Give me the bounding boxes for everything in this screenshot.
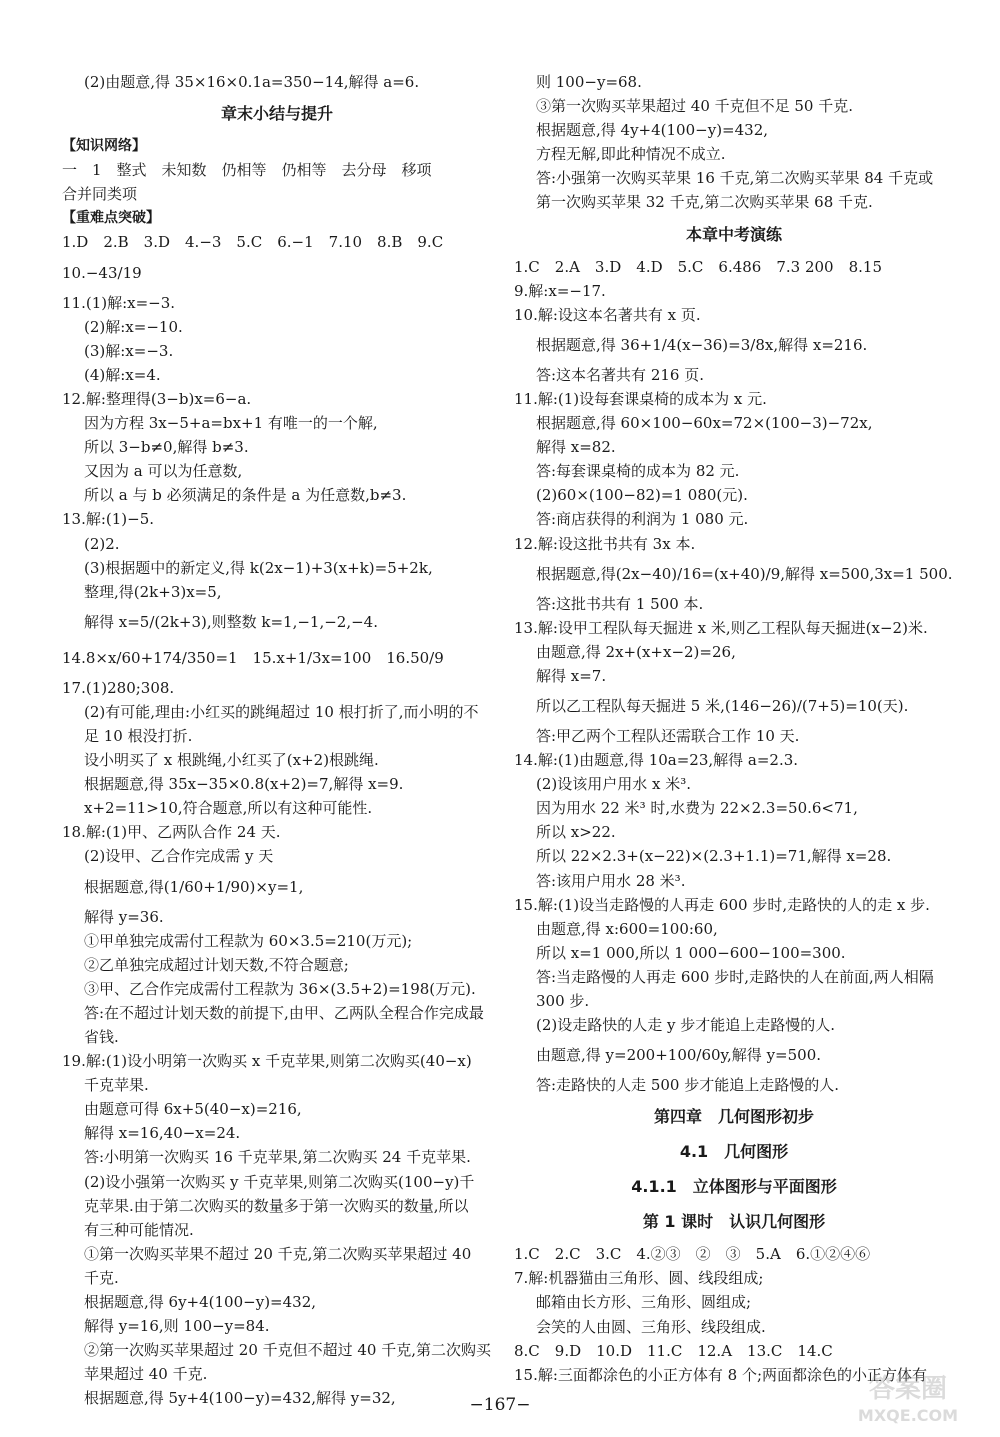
text-line: 由题意,得 y=200+100/60y,解得 y=500. (536, 1046, 822, 1065)
text-line: 1.D 2.B 3.D 4.−3 5.C 6.−1 7.10 8.B 9.C (62, 233, 444, 252)
text-line: 所以 22×2.3+(x−22)×(2.3+1.1)=71,解得 x=28. (536, 847, 892, 866)
text-line: 答:该用户用水 28 米³. (536, 871, 686, 890)
text-line: 14.解:(1)由题意,得 10a=23,解得 a=2.3. (514, 751, 799, 770)
text-line: 一 1 整式 未知数 仍相等 仍相等 去分母 移项 (62, 161, 432, 180)
text-line: 由题意,得 2x+(x+x−2)=26, (536, 642, 736, 661)
text-line: 14.8×x/60+174/350=1 15.x+1/3x=100 16.50/9 (62, 648, 444, 667)
text-line: 答:这批书共有 1 500 本. (536, 594, 704, 613)
text-line: 13.解:设甲工程队每天掘进 x 米,则乙工程队每天掘进(x−2)米. (514, 618, 928, 637)
text-line: 答:走路快的人走 500 步才能追上走路慢的人. (536, 1076, 839, 1095)
text-line: ②乙单独完成超过计划天数,不符合题意; (84, 955, 349, 974)
text-line: 10.解:设这本名著共有 x 页. (514, 305, 701, 324)
text-line: 8.C 9.D 10.D 11.C 12.A 13.C 14.C (514, 1341, 833, 1360)
text-line: 答:甲乙两个工程队还需联合工作 10 天. (536, 726, 800, 745)
text-line: 根据题意,得 35x−35×0.8(x+2)=7,解得 x=9. (84, 775, 404, 794)
text-line: 第一次购买苹果 32 千克,第二次购买苹果 68 千克. (536, 193, 873, 212)
text-line: 答:在不超过计划天数的前提下,由甲、乙两队全程合作完成最 (84, 1003, 484, 1022)
text-line: 17.(1)280;308. (62, 678, 175, 697)
text-line: 【重难点突破】 (62, 210, 160, 227)
watermark-text: 答案圈 (868, 1374, 948, 1404)
text-line: 【知识网络】 (62, 138, 146, 155)
text-line: 根据题意,得 4y+4(100−y)=432, (536, 121, 769, 140)
text-line: 解得 x=82. (536, 438, 616, 457)
text-line: 12.解:设这批书共有 3x 本. (514, 534, 696, 553)
text-line: 足 10 根没打折. (84, 726, 193, 745)
text-line: 由题意,得 x:600=100:60, (536, 919, 718, 938)
text-line: 答:小强第一次购买苹果 16 千克,第二次购买苹果 84 千克或 (536, 169, 934, 188)
watermark-url: MXQE.COM (857, 1406, 959, 1425)
text-line: 根据题意,得 60×100−60x=72×(100−3)−72x, (536, 414, 873, 433)
text-line: 有三种可能情况. (84, 1220, 194, 1239)
text-line: x+2=11>10,符合题意,所以有这种可能性. (84, 799, 373, 818)
text-line: 12.解:整理得(3−b)x=6−a. (62, 389, 252, 408)
left-column (62, 70, 492, 1411)
text-line: 答:每套课桌椅的成本为 82 元. (536, 462, 740, 481)
text-line: (2)设走路快的人走 y 步才能追上走路慢的人. (536, 1016, 836, 1035)
text-line: 根据题意,得 6y+4(100−y)=432, (84, 1293, 317, 1312)
text-line: 答:小明第一次购买 16 千克苹果,第二次购买 24 千克苹果. (84, 1148, 471, 1167)
text-line: 省钱. (84, 1028, 119, 1046)
text-line: 11.解:(1)设每套课桌椅的成本为 x 元. (514, 389, 767, 408)
text-line: 则 100−y=68. (536, 73, 642, 91)
text-line: 由题意可得 6x+5(40−x)=216, (84, 1100, 302, 1119)
section-heading: 章末小结与提升 (220, 104, 333, 124)
text-line: 所以乙工程队每天掘进 5 米,(146−26)/(7+5)=10(天). (536, 696, 909, 715)
text-line: 18.解:(1)甲、乙两队合作 24 天. (62, 823, 281, 842)
text-line: (3)解:x=−3. (84, 341, 174, 360)
text-line: 所以 x>22. (536, 823, 616, 842)
text-line: 7.解:机器猫由三角形、圆、线段组成; (514, 1269, 764, 1288)
text-line: ①第一次购买苹果不超过 20 千克,第二次购买苹果超过 40 (84, 1244, 472, 1263)
text-line: 整理,得(2k+3)x=5, (84, 582, 222, 601)
text-line: 千克. (84, 1268, 119, 1287)
text-line: 根据题意,得(1/60+1/90)×y=1, (84, 877, 304, 896)
text-line: 解得 x=7. (536, 666, 607, 685)
text-line: (2)有可能,理由:小红买的跳绳超过 10 根打折了,而小明的不 (84, 702, 479, 721)
page-number: −167− (469, 1395, 531, 1415)
text-line: 所以 a 与 b 必须满足的条件是 a 为任意数,b≠3. (84, 486, 407, 505)
text-line: 解得 x=5/(2k+3),则整数 k=1,−1,−2,−4. (84, 612, 378, 631)
text-line: (2)60×(100−82)=1 080(元). (536, 486, 748, 505)
text-line: 13.解:(1)−5. (62, 510, 155, 529)
text-line: (2)设该用户用水 x 米³. (536, 775, 692, 794)
text-line: 答:这本名著共有 216 页. (536, 365, 704, 384)
text-line: ①甲单独完成需付工程款为 60×3.5=210(万元); (84, 931, 413, 950)
text-line: 解得 y=36. (84, 907, 164, 926)
text-line: 15.解:(1)设当走路慢的人再走 600 步时,走路快的人的走 x 步. (514, 895, 930, 914)
text-line: (2)2. (84, 534, 120, 553)
section-heading: 本章中考演练 (685, 224, 782, 244)
text-line: 答:当走路慢的人再走 600 步时,走路快的人在前面,两人相隔 (536, 967, 934, 986)
text-line: (2)设甲、乙合作完成需 y 天 (84, 847, 274, 866)
text-line: (3)根据题中的新定义,得 k(2x−1)+3(x+k)=5+2k, (84, 558, 433, 577)
text-line: 1.C 2.C 3.C 4.②③ ② ③ 5.A 6.①②④⑥ (514, 1245, 871, 1264)
text-line: 300 步. (536, 992, 590, 1010)
text-line: 苹果超过 40 千克. (84, 1365, 208, 1384)
text-line: ③第一次购买苹果超过 40 千克但不足 50 千克. (536, 97, 854, 116)
text-line: 解得 y=16,则 100−y=84. (84, 1317, 270, 1336)
text-line: (2)由题意,得 35×16×0.1a=350−14,解得 a=6. (84, 73, 420, 91)
section-heading: 4.1.1 立体图形与平面图形 (631, 1177, 837, 1197)
text-line: 邮箱由长方形、三角形、圆组成; (536, 1293, 752, 1312)
text-line: 千克苹果. (84, 1076, 149, 1095)
text-line: 9.解:x=−17. (514, 281, 606, 300)
text-line: 根据题意,得(2x−40)/16=(x+40)/9,解得 x=500,3x=1 500. (536, 564, 953, 583)
text-line: 因为方程 3x−5+a=bx+1 有唯一的一个解, (84, 414, 378, 433)
text-line: 会笑的人由圆、三角形、线段组成. (536, 1317, 766, 1336)
section-heading: 4.1 几何图形 (679, 1142, 789, 1162)
text-line: 合并同类项 (62, 185, 138, 204)
text-line: 19.解:(1)设小明第一次购买 x 千克苹果,则第二次购买(40−x) (62, 1052, 472, 1071)
text-line: (2)设小强第一次购买 y 千克苹果,则第二次购买(100−y)千 (84, 1172, 475, 1191)
text-line: 1.C 2.A 3.D 4.D 5.C 6.486 7.3 200 8.15 (514, 257, 882, 276)
text-line: 设小明买了 x 根跳绳,小红买了(x+2)根跳绳. (84, 751, 379, 770)
text-line: 解得 x=16,40−x=24. (84, 1124, 241, 1143)
text-line: 所以 x=1 000,所以 1 000−600−100=300. (536, 943, 846, 962)
text-line: 11.(1)解:x=−3. (62, 293, 176, 312)
text-line: 答:商店获得的利润为 1 080 元. (536, 510, 749, 529)
text-line: 克苹果.由于第二次购买的数量多于第一次购买的数量,所以 (84, 1196, 469, 1215)
section-heading: 第四章 几何图形初步 (653, 1107, 814, 1127)
text-line: ③甲、乙合作完成需付工程款为 36×(3.5+2)=198(万元). (84, 979, 476, 998)
text-line: (2)解:x=−10. (84, 317, 183, 336)
text-line: (4)解:x=4. (84, 365, 161, 384)
text-line: 10.−43/19 (62, 263, 142, 282)
text-line: ②第一次购买苹果超过 20 千克但不超过 40 千克,第二次购买 (84, 1341, 492, 1360)
section-heading: 第 1 课时 认识几何图形 (642, 1212, 826, 1232)
text-line: 根据题意,得 36+1/4(x−36)=3/8x,解得 x=216. (536, 335, 868, 354)
text-line: 所以 3−b≠0,解得 b≠3. (84, 438, 249, 457)
text-line: 方程无解,即此种情况不成立. (536, 145, 726, 164)
watermark-logo (828, 1369, 988, 1429)
text-line: 因为用水 22 米³ 时,水费为 22×2.3=50.6<71, (536, 799, 858, 818)
text-line: 15.解:三面都涂色的小正方体有 8 个;两面都涂色的小正方体有 (514, 1365, 928, 1384)
text-line: 又因为 a 可以为任意数, (84, 462, 243, 481)
text-line: 根据题意,得 5y+4(100−y)=432,解得 y=32, (84, 1389, 396, 1408)
right-column (514, 70, 954, 1387)
